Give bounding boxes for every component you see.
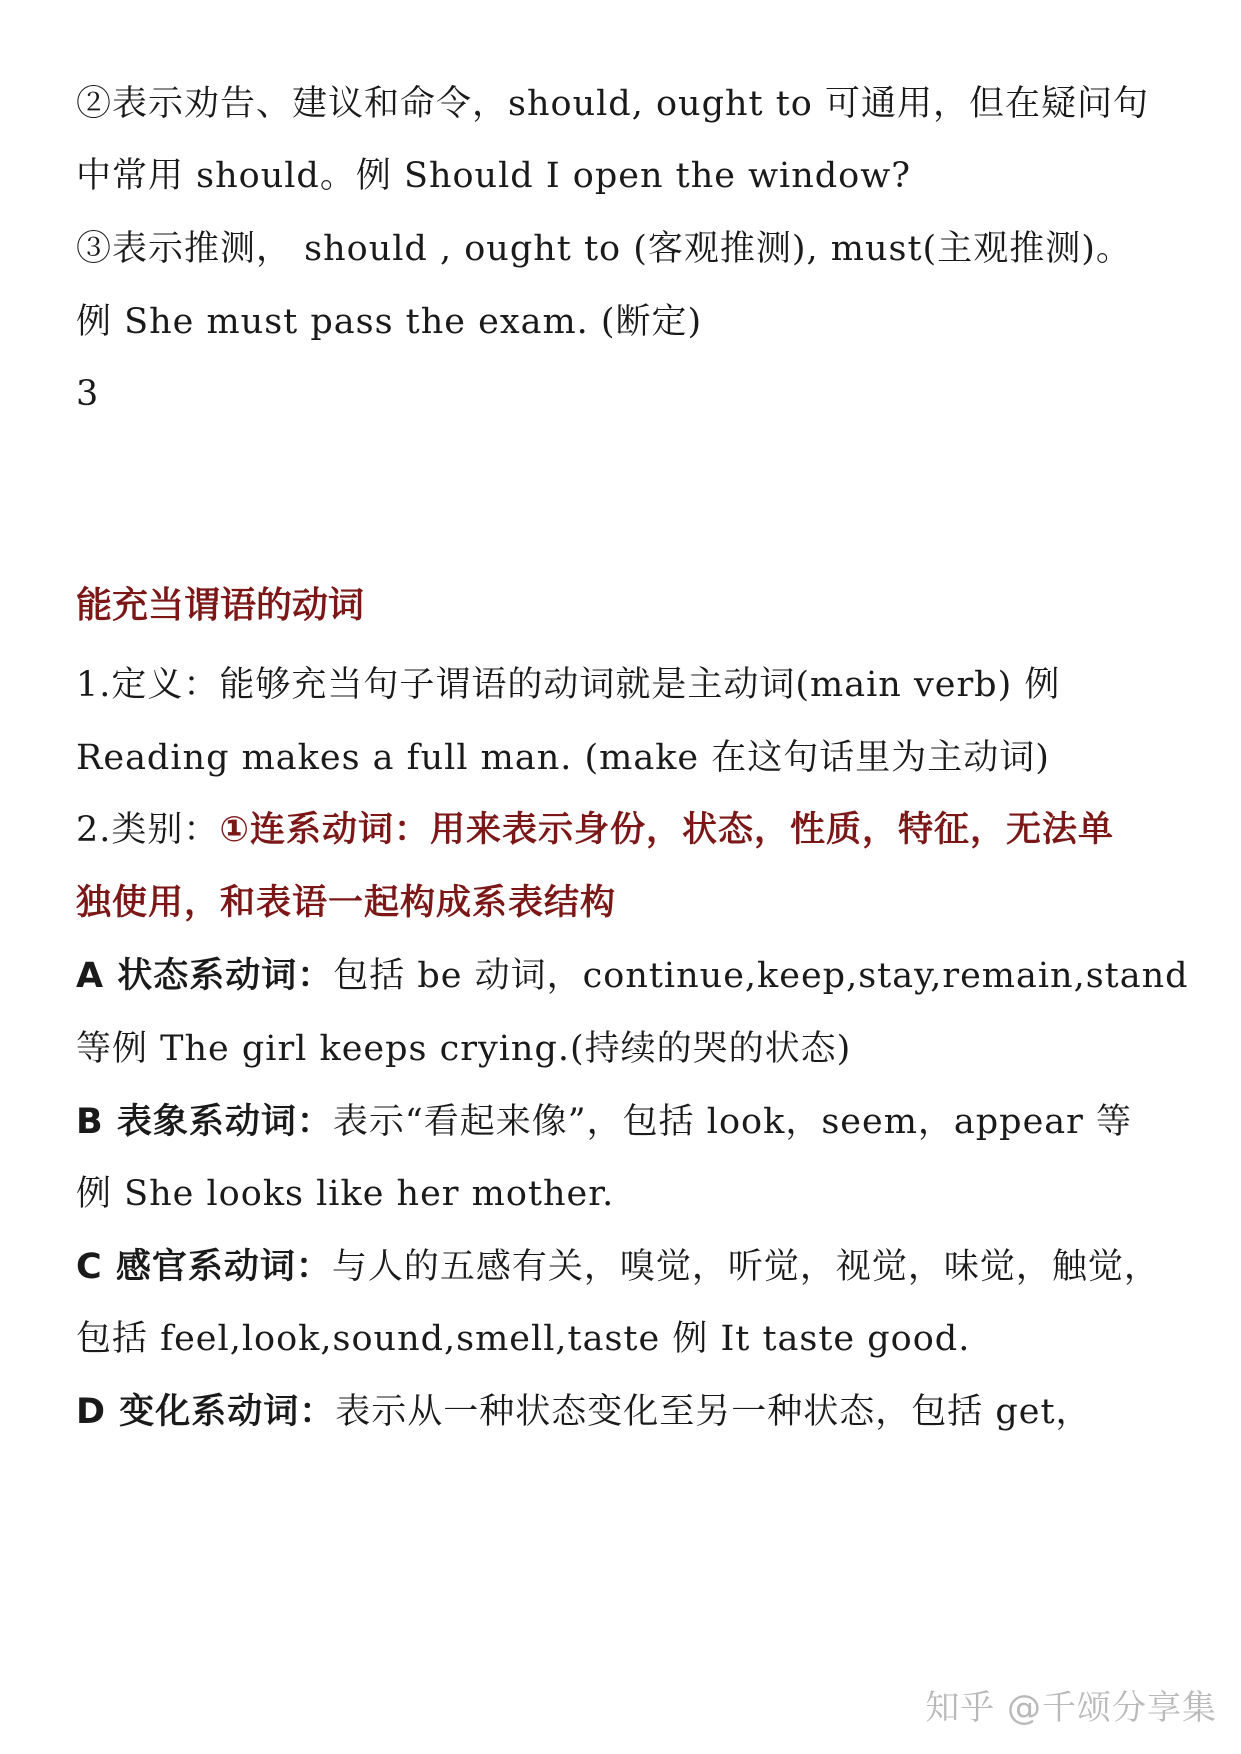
item-c-line <box>76 1245 1176 1289</box>
category-prefix: 2.类别： <box>76 810 220 850</box>
item-b-line <box>76 1100 1176 1144</box>
item-c-example: 包括 feel,look,sound,smell,taste 例 It taste good. <box>76 1319 971 1359</box>
item-a-text: 包括 be 动词，continue,keep,stay,remain,stand <box>333 956 1189 996</box>
item-a-line <box>76 954 1189 998</box>
linking-verb-definition-cont: 独使用，和表语一起构成系表结构 <box>76 883 617 923</box>
category-line <box>76 808 1176 852</box>
item-b-text: 表示“看起来像”，包括 look，seem，appear 等 <box>332 1102 1133 1142</box>
item-d-text: 表示从一种状态变化至另一种状态，包括 get， <box>335 1392 1092 1432</box>
item-a-example: 等例 The girl keeps crying.(持续的哭的状态) <box>76 1029 852 1069</box>
modal-advice-line: ②表示劝告、建议和命令，should, ought to 可通用，但在疑问句 <box>76 84 1149 124</box>
section-number: 3 <box>76 374 100 414</box>
item-c-label: C 感官系动词： <box>76 1247 332 1287</box>
item-d-line <box>76 1390 1176 1434</box>
item-b-label: B 表象系动词： <box>76 1102 333 1142</box>
item-b-example: 例 She looks like her mother. <box>76 1174 615 1214</box>
linking-verb-definition: ①连系动词：用来表示身份，状态，性质，特征，无法单 <box>219 810 1115 850</box>
section-heading: 能充当谓语的动词 <box>76 585 365 626</box>
item-a-label: A 状态系动词： <box>76 956 334 996</box>
modal-speculation-line: ③表示推测， should , ought to (客观推测), must(主观推测)。 <box>76 229 1132 269</box>
item-d-label: D 变化系动词： <box>76 1392 336 1432</box>
modal-advice-example: 中常用 should。例 Should I open the window? <box>76 156 911 196</box>
item-c-text: 与人的五感有关，嗅觉，听觉，视觉，味觉，触觉， <box>331 1247 1160 1287</box>
definition-line: 1.定义：能够充当句子谓语的动词就是主动词(main verb) 例 <box>76 665 1061 705</box>
modal-speculation-example: 例 She must pass the exam. (断定) <box>76 302 703 342</box>
definition-example: Reading makes a full man. (make 在这句话里为主动词) <box>76 738 1050 778</box>
zhihu-watermark: 知乎 @千颂分享集 <box>925 1688 1217 1728</box>
